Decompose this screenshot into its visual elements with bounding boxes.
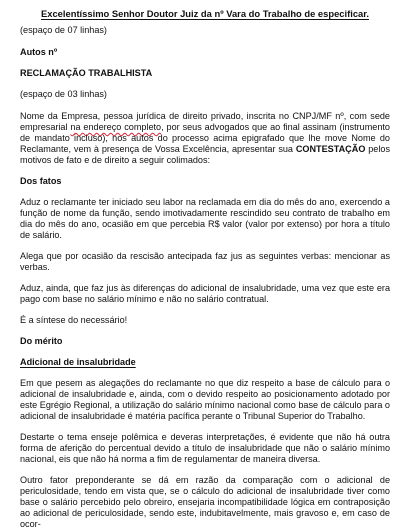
- spacing-note-07: (espaço de 07 linhas): [20, 25, 107, 35]
- spacing-note-03: (espaço de 03 linhas): [20, 89, 107, 99]
- fatos-paragraph-3: Aduz, ainda, que faz jus às diferenças do adicional de insalubridade, uma vez que este era pago com base no salário mínimo e não no salário contratual.: [20, 283, 390, 304]
- fatos-paragraph-2: Alega que por ocasião da rescisão antecipada faz jus as seguintes verbas: mencionar as verbas.: [20, 251, 390, 272]
- document-heading: Excelentíssimo Senhor Doutor Juiz da nº Vara do Trabalho de especificar.: [41, 8, 369, 19]
- case-number: Autos nº: [20, 47, 58, 57]
- intro-part-3: pelos motivos de fato e de direito a seguir colimados:: [20, 144, 390, 165]
- intro-address-link: na endereço completo: [70, 122, 162, 132]
- fatos-paragraph-1: Aduz o reclamante ter iniciado seu labor na reclamada em dia do mês do ano, exercendo a função de nome da função, sendo imotivadamente rescindido seu contrato de trabalho em dia do mês do ano, ocasião em que percebia R$ valor (valor por extenso) por hora a título de salário.: [20, 197, 390, 240]
- fatos-paragraph-4: É a síntese do necessário!: [20, 315, 128, 325]
- section-title-merito: Do mérito: [20, 336, 63, 346]
- insalubridade-paragraph-3: Outro fator preponderante se dá em razão da comparação com o adicional de periculosidade, tendo em vista que, se o cálculo do adicional de insalubridade tiver como base o salário percebido pelo obreiro, ensejaria incompatibilidade lógica em contraposição ao adicional de periculosidade, sendo este, indubitavelmente, mais gravoso e, em caso de ocor-: [20, 475, 390, 529]
- intro-highlight: CONTESTAÇÃO: [295, 144, 366, 154]
- intro-part-1: Nome da Empresa, pessoa jurídica de direito privado, inscrita no CNPJ/MF nº, com sede empresarial: [20, 111, 390, 132]
- section-title-fatos: Dos fatos: [20, 176, 62, 186]
- insalubridade-paragraph-2: Destarte o tema enseje polêmica e deveras interpretações, é evidente que não há outra forma de aferição do percentual devido a título de insalubridade que não o salário mínimo nacional, eis que não há norma a fim de regulamentar de maneira diversa.: [20, 432, 390, 464]
- case-type: RECLAMAÇÃO TRABALHISTA: [20, 68, 153, 78]
- intro-paragraph: [20, 111, 390, 166]
- section-title-insalubridade: Adicional de insalubridade: [20, 357, 136, 367]
- intro-part-2: , por seus advogados que ao final assinam (instrumento de mandato incluso), nos autos do processo acima epigrafado que lhe move Nome do Reclamante, vem à presença de Vossa Excelência, apresentar sua: [20, 122, 390, 154]
- insalubridade-paragraph-1: Em que pesem as alegações do reclamante no que diz respeito a base de cálculo para o adicional de insalubridade e, ainda, com o devido respeito ao posicionamento adotado por este Egrégio Regional, a utilização do salário mínimo nacional como base de cálculo para o adicional de insalubridade é matéria pacífica perante o Tribunal Superior do Trabalho.: [20, 378, 390, 421]
